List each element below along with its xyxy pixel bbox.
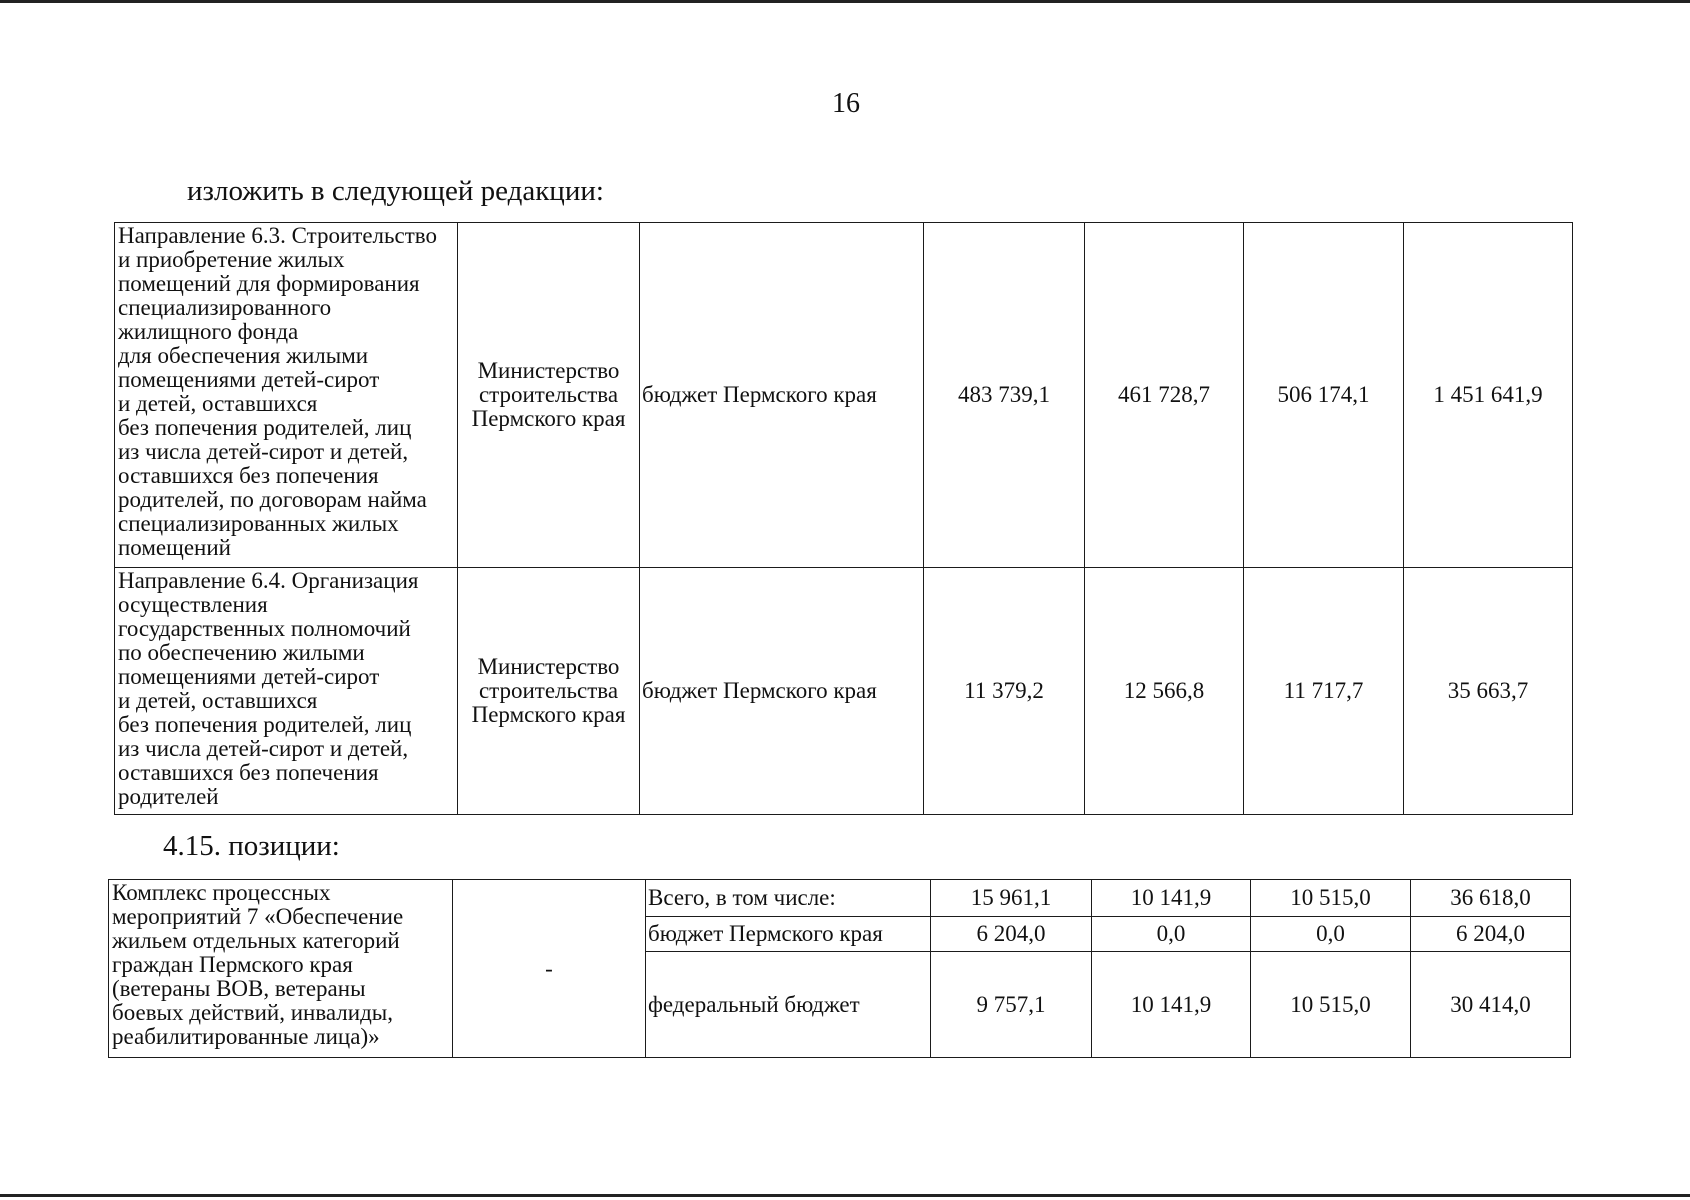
funding-source-cell: бюджет Пермского края [640,223,924,568]
intro-text: изложить в следующей редакции: [187,175,604,207]
value-cell-2: 10 141,9 [1092,880,1251,917]
value-cell-1: 15 961,1 [931,880,1092,917]
total-cell: 36 618,0 [1411,880,1571,917]
table-row [115,568,1573,815]
page-number: 16 [832,88,860,119]
table-row [115,223,1573,568]
section-label: 4.15. позиции: [163,830,340,862]
value-cell-1: 11 379,2 [924,568,1085,815]
executor-cell: Министерство строительства Пермского края [458,568,640,815]
value-cell-3: 0,0 [1251,917,1411,952]
total-cell: 6 204,0 [1411,917,1571,952]
value-cell-2: 0,0 [1092,917,1251,952]
funding-source-cell: бюджет Пермского края [646,917,931,952]
direction-cell: Направление 6.3. Строительство и приобретение жилых помещений для формирования специализированного жилищного фонда для обеспечения жилыми помещениями детей-сирот и детей, оставшихся без попечения родителей, лиц из числа детей-сирот и детей, оставшихся без попечения родителей, по договорам найма специализированных жилых помещений [115,223,458,568]
value-cell-3: 10 515,0 [1251,880,1411,917]
executor-cell: - [453,880,646,1058]
value-cell-2: 12 566,8 [1085,568,1244,815]
total-cell: 30 414,0 [1411,952,1571,1058]
table-row [109,880,1571,917]
value-cell-1: 6 204,0 [931,917,1092,952]
executor-cell: Министерство строительства Пермского края [458,223,640,568]
complex-table [108,879,1571,1058]
value-cell-2: 10 141,9 [1092,952,1251,1058]
value-cell-3: 506 174,1 [1244,223,1404,568]
total-cell: 1 451 641,9 [1404,223,1573,568]
scan-top-edge [0,0,1690,3]
funding-source-cell: Всего, в том числе: [646,880,931,917]
value-cell-2: 461 728,7 [1085,223,1244,568]
complex-name-cell: Комплекс процессных мероприятий 7 «Обеспечение жильем отдельных категорий граждан Пермского края (ветераны ВОВ, ветераны боевых действий, инвалиды, реабилитированные лица)» [109,880,453,1058]
value-cell-1: 483 739,1 [924,223,1085,568]
funding-source-cell: федеральный бюджет [646,952,931,1058]
value-cell-3: 10 515,0 [1251,952,1411,1058]
total-cell: 35 663,7 [1404,568,1573,815]
value-cell-3: 11 717,7 [1244,568,1404,815]
value-cell-1: 9 757,1 [931,952,1092,1058]
scan-bottom-edge [0,1194,1690,1197]
direction-cell: Направление 6.4. Организация осуществления государственных полномочий по обеспечению жилыми помещениями детей-сирот и детей, оставшихся без попечения родителей, лиц из числа детей-сирот и детей, оставшихся без попечения родителей [115,568,458,815]
funding-source-cell: бюджет Пермского края [640,568,924,815]
directions-table [114,222,1573,815]
